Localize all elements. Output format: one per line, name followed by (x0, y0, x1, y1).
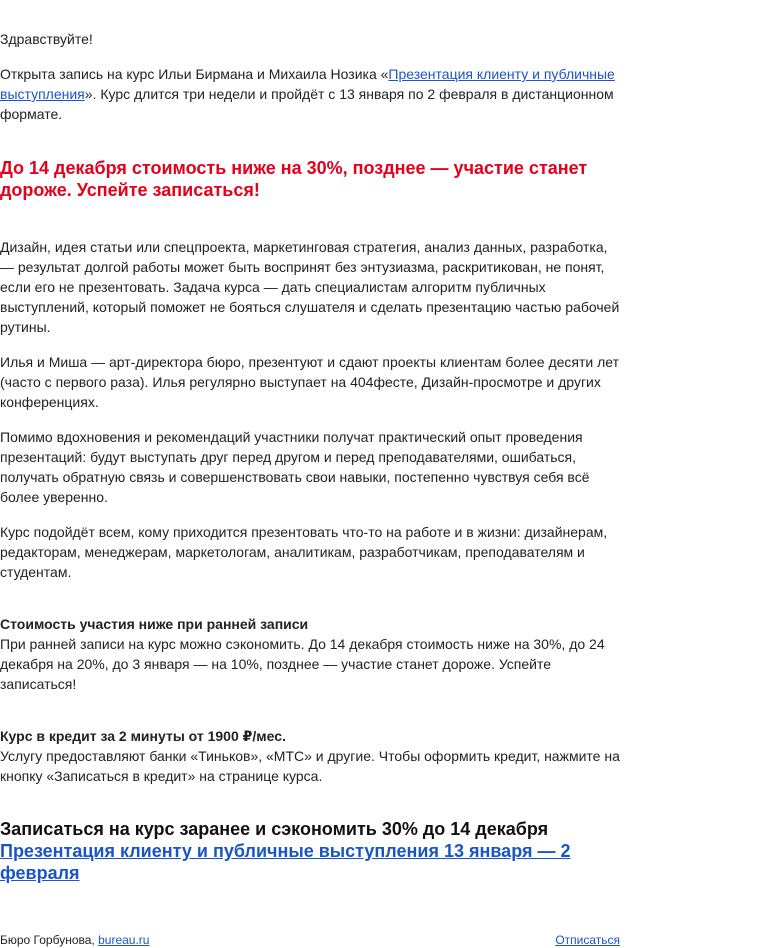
intro-text-after: ». Курс длится три недели и пройдёт с 13 января по 2 февраля в дистанционном формате. (0, 86, 614, 122)
discount-highlight: До 14 декабря стоимость ниже на 30%, позднее — участие станет дороже. Успейте записаться! (0, 158, 588, 200)
intro-paragraph (0, 64, 620, 124)
practice-paragraph: Помимо вдохновения и рекомендаций участники получат практический опыт проведения презентаций: будут выступать друг перед другом и перед преподавателями, ошибаться, получать обратную связь и совершенствовать свои навыки, постепенно чувствуя себя всё более уверенно. (0, 429, 590, 505)
credit-section (0, 726, 620, 786)
course-link[interactable]: Презентация клиенту и публичные выступления (0, 66, 615, 102)
unsubscribe-link[interactable]: Отписаться (555, 933, 620, 947)
description-paragraph: Дизайн, идея статьи или спецпроекта, маркетинговая стратегия, анализ данных, разработка, — результат долгой работы может быть воспринят без энтузиазма, раскритикован, не понят, если его не презентовать. Задача курса — дать специалистам алгоритм публичных выступлений, который поможет не бояться слушателя и сделать презентацию частью рабочей рутины. (0, 239, 620, 335)
early-registration-text: При ранней записи на курс можно сэкономить. До 14 декабря стоимость ниже на 30%, до 24 декабря на 20%, до 3 января — на 10%, позднее — участие станет дороже. Успейте записаться! (0, 636, 605, 692)
cta-block (0, 818, 620, 884)
intro-text-before: Открыта запись на курс Ильи Бирмана и Михаила Нозика « (0, 66, 389, 82)
greeting: Здравствуйте! (0, 31, 93, 47)
company-name: Бюро Горбунова, (0, 933, 99, 947)
credit-title: Курс в кредит за 2 минуты от 1900 ₽/мес. (0, 728, 286, 744)
site-link[interactable]: bureau.ru (98, 933, 150, 947)
cta-title: Записаться на курс заранее и сэкономить 30% до 14 декабря (0, 819, 549, 839)
audience-paragraph: Курс подойдёт всем, кому приходится презентовать что-то на работе и в жизни: дизайнерам, редакторам, менеджерам, маркетологам, аналитикам, разработчикам, преподавателям и студентам. (0, 524, 608, 580)
footer-company (0, 932, 149, 948)
credit-text: Услугу предоставляют банки «Тиньков», «МТС» и другие. Чтобы оформить кредит, нажмите на кнопку «Записаться в кредит» на странице курса. (0, 748, 620, 784)
early-registration-section (0, 614, 620, 694)
authors-paragraph: Илья и Миша — арт-директора бюро, презентуют и сдают проекты клиентам более десяти лет (часто с первого раза). Илья регулярно выступает на 404фесте, Дизайн-просмотре и других конференциях. (0, 354, 620, 410)
cta-course-link[interactable]: Презентация клиенту и публичные выступления 13 января — 2 февраля (0, 841, 571, 883)
footer (0, 932, 620, 948)
early-registration-title: Стоимость участия ниже при ранней записи (0, 616, 309, 632)
